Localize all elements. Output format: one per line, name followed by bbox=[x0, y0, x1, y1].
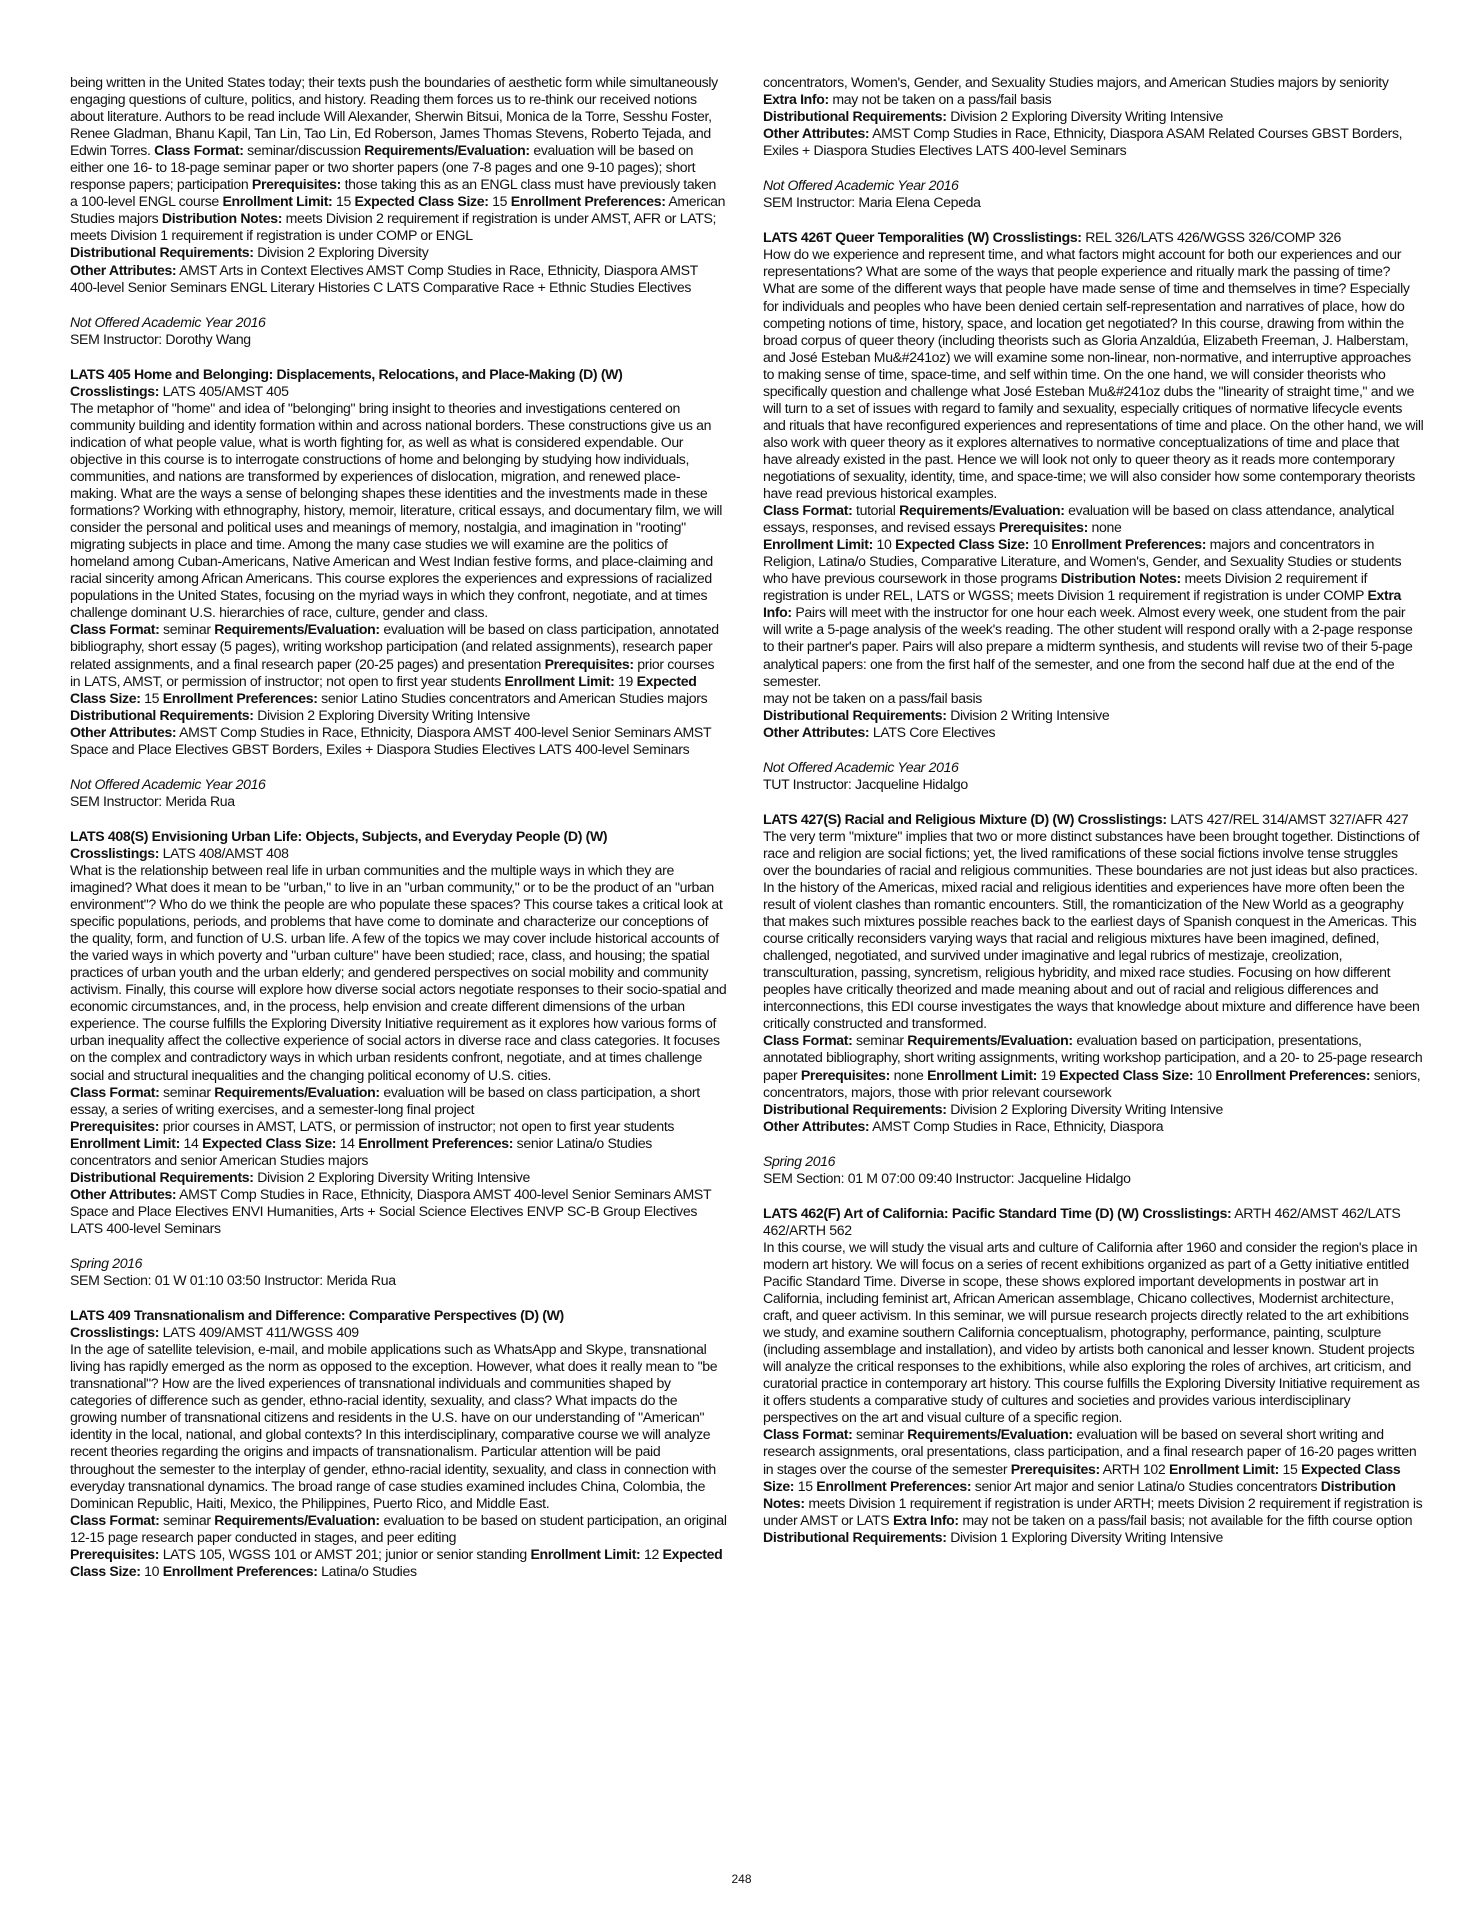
course-entry bbox=[70, 366, 727, 758]
value-prerequisites: those taking this as an ENGL class must have previously taken a 100-level ENGL course bbox=[70, 176, 716, 210]
value-requirements: evaluation will be based on class participation, a short essay, a series of writing exercises, and a semester-long final project bbox=[70, 1083, 700, 1117]
description: being written in the United States today; their texts push the boundaries of aesthetic form while simultaneously engaging questions of culture, politics, and history. Reading them forces us to re-think our received notions about literature. Authors to be read include Will Alexander, Sherwin Bitsui, Monica de la Torre, Sesshu Foster, Renee Gladman, Bhanu Kapil, Tan Lin, Tao Lin, Ed Roberson, James Thomas Stevens, Roberto Tejada, and Edwin Torres. bbox=[70, 74, 718, 159]
label-distributional-requirements: Distributional Requirements: bbox=[763, 706, 947, 723]
course-continuation bbox=[763, 74, 1424, 159]
label-class-format: Class Format: bbox=[763, 1426, 853, 1443]
label-expected-class-size: Expected Class Size: bbox=[202, 1134, 337, 1151]
label-requirements: Requirements/Evaluation: bbox=[214, 1083, 380, 1100]
label-distributional-requirements: Distributional Requirements: bbox=[70, 706, 254, 723]
label-enrollment-preferences: Enrollment Preferences: bbox=[1051, 536, 1207, 553]
label-class-format: Class Format: bbox=[70, 1083, 160, 1100]
course-entry bbox=[70, 828, 727, 1237]
value-crosslistings: REL 326/LATS 426/WGSS 326/COMP 326 bbox=[1085, 229, 1341, 246]
label-enrollment-limit: Enrollment Limit: bbox=[70, 1134, 180, 1151]
value-distributional-requirements: Division 2 Exploring Diversity bbox=[257, 244, 429, 261]
value-other-attributes: AMST Comp Studies in Race, Ethnicity, Diaspora ASAM Related Courses GBST Borders, Exiles + Diaspora Studies Electives LATS 400-level Seminars bbox=[763, 125, 1403, 159]
course-title: LATS 409 Transnationalism and Difference: Comparative Perspectives (D) (W) bbox=[70, 1307, 564, 1324]
offering-status: Not Offered Academic Year 2016 bbox=[70, 313, 266, 330]
value-extra-info: may not be taken on a pass/fail basis bbox=[832, 91, 1052, 108]
label-enrollment-preferences: Enrollment Preferences: bbox=[510, 193, 666, 210]
value-requirements: evaluation based on participation, presentations, annotated bibliography, short writing assignments, writing workshop participation, and a 20- to 25-page research paper bbox=[763, 1032, 1423, 1083]
label-prerequisites: Prerequisites: bbox=[251, 176, 342, 193]
value-expected-class-size: 15 bbox=[797, 1477, 813, 1494]
course-title: LATS 405 Home and Belonging: Displacements, Relocations, and Place-Making (D) (W) bbox=[70, 365, 623, 382]
value-requirements: evaluation will be based on several short writing and research assignments, oral presentations, class participation, and a final research paper of 16-20 pages written in stages over the course of the semester bbox=[763, 1426, 1417, 1477]
label-crosslistings: Crosslistings: bbox=[1077, 810, 1167, 827]
label-expected-class-size: Expected Class Size: bbox=[895, 536, 1030, 553]
label-prerequisites: Prerequisites: bbox=[70, 1117, 160, 1134]
left-column bbox=[70, 74, 727, 1580]
course-entry bbox=[763, 1205, 1424, 1546]
label-other-attributes: Other Attributes: bbox=[70, 1185, 177, 1202]
value-enrollment-preferences: senior Latina/o Studies concentrators and senior American Studies majors bbox=[70, 1134, 653, 1168]
label-enrollment-limit: Enrollment Limit: bbox=[1168, 1460, 1279, 1477]
value-expected-class-size: 10 bbox=[1032, 536, 1048, 553]
section-info: SEM Instructor: Merida Rua bbox=[70, 792, 235, 809]
value-enrollment-limit: 14 bbox=[183, 1134, 199, 1151]
value-prerequisites: prior courses in LATS, AMST, or permission of instructor; not open to first year students bbox=[70, 655, 715, 689]
section-info: SEM Section: 01 W 01:10 03:50 Instructor: Merida Rua bbox=[70, 1272, 396, 1289]
label-prerequisites: Prerequisites: bbox=[70, 1545, 160, 1562]
value-distributional-requirements: Division 2 Writing Intensive bbox=[950, 706, 1110, 723]
value-prerequisites: ARTH 102 bbox=[1102, 1460, 1166, 1477]
label-distributional-requirements: Distributional Requirements: bbox=[763, 108, 947, 125]
offering-status: Not Offered Academic Year 2016 bbox=[763, 758, 959, 775]
course-title: LATS 426T Queer Temporalities (W) bbox=[763, 229, 989, 246]
label-enrollment-limit: Enrollment Limit: bbox=[222, 193, 333, 210]
value-enrollment-preferences: senior Art major and senior Latina/o Studies concentrators bbox=[974, 1477, 1318, 1494]
value-class-format: seminar bbox=[856, 1032, 904, 1049]
value-crosslistings: ARTH 462/AMST 462/LATS 462/ARTH 562 bbox=[763, 1204, 1401, 1238]
description: In the age of satellite television, e-mail, and mobile applications such as WhatsApp and Skype, transnational living has rapidly emerged as the norm as opposed to the exception. However, what does it really mean to "be transnational"? How are the lived experiences of transnational individuals and communities shaped by categories of difference such as gender, ethno-racial identity, sexuality, and class? What impacts do the growing number of transnational citizens and residents in the U.S. have on our understanding of "American" identity in the local, national, and global contexts? In this interdisciplinary, comparative course we will analyze recent theories regarding the origins and impacts of transnationalism. Particular attention will be paid throughout the semester to the interplay of gender, ethno-racial identity, sexuality, and class in connection with everyday transnational dynamics. The broad range of case studies examined includes China, Colombia, the Dominican Republic, Haiti, Mexico, the Philippines, Puerto Rico, and Middle East. bbox=[70, 1341, 718, 1511]
value-requirements: evaluation to be based on student participation, an original 12-15 page research paper conducted in stages, and peer editing bbox=[70, 1511, 727, 1545]
value-distributional-requirements: Division 2 Exploring Diversity Writing Intensive bbox=[257, 1168, 530, 1185]
value-enrollment-preferences: concentrators, Women's, Gender, and Sexuality Studies majors, and American Studies majors by seniority bbox=[763, 74, 1389, 90]
value-expected-class-size: 15 bbox=[492, 193, 508, 210]
value-expected-class-size: 15 bbox=[144, 689, 160, 706]
course-continuation bbox=[70, 74, 727, 296]
label-requirements: Requirements/Evaluation: bbox=[907, 1426, 1073, 1443]
course-entry bbox=[763, 811, 1424, 1135]
value-extra-info: may not be taken on a pass/fail basis; not available for the fifth course option bbox=[962, 1511, 1413, 1528]
label-prerequisites: Prerequisites: bbox=[998, 519, 1088, 536]
value-crosslistings: LATS 409/AMST 411/WGSS 409 bbox=[162, 1324, 359, 1341]
label-expected-class-size: Expected Class Size: bbox=[354, 193, 489, 210]
page-number: 248 bbox=[731, 1872, 752, 1886]
label-distributional-requirements: Distributional Requirements: bbox=[763, 1528, 947, 1545]
value-requirements: evaluation will be based on class attendance, analytical essays, responses, and revised essays bbox=[763, 502, 1395, 536]
label-enrollment-limit: Enrollment Limit: bbox=[763, 536, 873, 553]
description: What is the relationship between real life in urban communities and the multiple ways in which they are imagined? What does it mean to be "urban," to live in an "urban community," or to be the product of an "urban environment"? Who do we think the people are who populate these spaces? This course takes a critical look at specific populations, periods, and problems that have come to dominate and characterize our conceptions of the quality, form, and function of U.S. urban life. A few of the topics we may cover include historical accounts of the varied ways in which poverty and "urban culture" have been studied; race, class, and housing; the spatial practices of urban youth and the urban elderly; and gendered perspectives on social mobility and community activism. Finally, this course will explore how diverse social actors negotiate responses to their socio-spatial and economic circumstances, and, in the process, help envision and create different dimensions of the urban experience. The course fulfills the Exploring Diversity Initiative requirement as it explores how various forms of urban inequality affect the collective experience of social actors in diverse race and class categories. It focuses on the complex and contradictory ways in which urban residents confront, negotiate, and at times challenge social and structural inequalities and the changing political economy of U.S. cities. bbox=[70, 861, 727, 1083]
label-prerequisites: Prerequisites: bbox=[800, 1066, 890, 1083]
value-enrollment-preferences: American Studies majors bbox=[70, 193, 726, 227]
label-crosslistings: Crosslistings: bbox=[1142, 1204, 1232, 1221]
label-requirements: Requirements/Evaluation: bbox=[214, 1511, 380, 1528]
label-other-attributes: Other Attributes: bbox=[70, 723, 177, 740]
label-expected-class-size: Expected Class Size: bbox=[763, 1460, 1401, 1494]
value-distributional-requirements: Division 1 Exploring Diversity Writing Intensive bbox=[950, 1528, 1223, 1545]
label-enrollment-limit: Enrollment Limit: bbox=[504, 672, 615, 689]
label-extra-info: Extra Info: bbox=[763, 587, 1401, 621]
label-requirements: Requirements/Evaluation: bbox=[214, 621, 380, 638]
description: The metaphor of "home" and idea of "belonging" bring insight to theories and investigations centered on community building and identity formation within and across national borders. These constructions give us an indication of what people value, what is worth fighting for, as well as what is considered expendable. Our objective in this course is to interrogate constructions of home and belonging by studying how individuals, communities, and nations are transformed by experiences of dislocation, migration, and renewed place-making. What are the ways a sense of belonging shapes these identities and the investments made in these formations? Working with ethnography, history, memoir, literature, critical essays, and documentary film, we will consider the personal and political uses and meanings of memory, nostalgia, and imagination in "rooting" migrating subjects in place and time. Among the many case studies we will examine are the politics of homeland among Cuban-Americans, Native American and West Indian festive forms, and place-claiming and racial sincerity among African Americans. This course explores the experiences and expressions of racialized populations in the United States, focusing on the myriad ways in which they confront, negotiate, and at times challenge dominant U.S. hierarchies of race, culture, gender and class. bbox=[70, 399, 723, 621]
description: The very term "mixture" implies that two or more distinct substances have been brought together. Distinctions of race and religion are social fictions; yet, the lived ramifications of these social fictions involve tense struggles over the boundaries of racial and religious communities. These boundaries are not just ideas but also practices. In the history of the Americas, mixed racial and religious identities and experiences have more often been the result of violent clashes than romantic encounters. Still, the romanticization of the New World as a geography that makes such mixtures possible reaches back to the earliest days of Spanish conquest in the Americas. This course critically reconsiders varying ways that racial and religious mixtures have been imagined, defined, challenged, negotiated, and survived under imaginative and legal rubrics of mestizaje, creolization, transculturation, passing, syncretism, religious hybridity, and mixed race studies. Focusing on how different peoples have critically theorized and made meaning about and out of racial and religious differences and interconnections, this EDI course investigates the ways that knowledge about mixture and difference have been critically constructed and transformed. bbox=[763, 827, 1420, 1032]
value-enrollment-preferences: majors and concentrators in Religion, Latina/o Studies, Comparative Literature, and Women's, Gender, and Sexuality Studies or students who have previous coursework in those programs bbox=[763, 536, 1402, 587]
value-class-format: tutorial bbox=[856, 502, 896, 519]
label-crosslistings: Crosslistings: bbox=[70, 844, 160, 861]
course-title: LATS 408(S) Envisioning Urban Life: Objects, Subjects, and Everyday People (D) (W) bbox=[70, 827, 608, 844]
section-info: SEM Section: 01 M 07:00 09:40 Instructor: Jacqueline Hidalgo bbox=[763, 1169, 1131, 1186]
label-distribution-notes: Distribution Notes: bbox=[763, 1477, 1396, 1511]
value-distribution-notes: meets Division 2 requirement if registration is under REL, LATS or WGSS; meets Division 1 requirement if registration is under COMP bbox=[763, 570, 1368, 604]
offering-status: Not Offered Academic Year 2016 bbox=[763, 177, 959, 194]
course-entry bbox=[763, 229, 1424, 740]
value-enrollment-limit: 19 bbox=[1040, 1066, 1056, 1083]
label-class-format: Class Format: bbox=[763, 1032, 853, 1049]
label-distributional-requirements: Distributional Requirements: bbox=[70, 244, 254, 261]
label-crosslistings: Crosslistings: bbox=[70, 382, 160, 399]
description: In this course, we will study the visual arts and culture of California after 1960 and consider the region's place in modern art history. We will focus on a series of recent exhibitions organized as part of a Getty initiative entitled Pacific Standard Time. Diverse in scope, these shows explored important developments in postwar art in California, including feminist art, African American assemblage, Chicano collectives, Modernist architecture, craft, and queer activism. In this seminar, we will pursue research projects directly related to the art exhibitions we study, and examine southern California conceptualism, photography, performance, painting, sculpture (including assemblage and installation), and video by artists both canonical and lesser known. Student projects will analyze the critical responses to the exhibitions, while also exploring the roles of archives, art criticism, and curatorial practice in contemporary art history. This course fulfills the Exploring Diversity Initiative requirement as it offers students a comparative study of cultures and societies and provides various interdisciplinary perspectives on the art and visual culture of a specific region. bbox=[763, 1238, 1420, 1426]
pass-fail-note: may not be taken on a pass/fail basis bbox=[763, 689, 982, 706]
label-class-format: Class Format: bbox=[763, 502, 853, 519]
value-prerequisites: none bbox=[893, 1066, 924, 1083]
value-distribution-notes: meets Division 1 requirement if registration is under ARTH; meets Division 2 requirement if registration is under AMST or LATS bbox=[763, 1494, 1423, 1528]
value-other-attributes: AMST Comp Studies in Race, Ethnicity, Diaspora AMST 400-level Senior Seminars AMST Space and Place Electives ENVI Humanities, Arts + Social Science Electives ENVP SC-B Group Electives LATS 400-level Seminars bbox=[70, 1185, 711, 1236]
course-title: LATS 427(S) Racial and Religious Mixture (D) (W) bbox=[763, 810, 1075, 827]
value-enrollment-limit: 10 bbox=[876, 536, 892, 553]
value-other-attributes: AMST Arts in Context Electives AMST Comp Studies in Race, Ethnicity, Diaspora AMST 400-level Senior Seminars ENGL Literary Histories C LATS Comparative Race + Ethnic Studies Electives bbox=[70, 261, 698, 295]
value-class-format: seminar bbox=[163, 1083, 211, 1100]
label-enrollment-preferences: Enrollment Preferences: bbox=[1215, 1066, 1371, 1083]
label-prerequisites: Prerequisites: bbox=[1010, 1460, 1100, 1477]
value-class-format: seminar bbox=[856, 1426, 904, 1443]
value-crosslistings: LATS 405/AMST 405 bbox=[162, 382, 289, 399]
value-enrollment-limit: 12 bbox=[643, 1545, 659, 1562]
value-expected-class-size: 10 bbox=[144, 1562, 160, 1579]
value-prerequisites: none bbox=[1091, 519, 1122, 536]
offering-status: Not Offered Academic Year 2016 bbox=[70, 775, 266, 792]
label-extra-info: Extra Info: bbox=[892, 1511, 959, 1528]
value-enrollment-preferences: seniors, concentrators, majors, those with prior relevant coursework bbox=[763, 1066, 1421, 1100]
value-other-attributes: AMST Comp Studies in Race, Ethnicity, Diaspora AMST 400-level Senior Seminars AMST Space and Place Electives GBST Borders, Exiles + Diaspora Studies Electives LATS 400-level Seminars bbox=[70, 723, 711, 757]
value-other-attributes: AMST Comp Studies in Race, Ethnicity, Diaspora bbox=[872, 1117, 1164, 1134]
value-expected-class-size: 10 bbox=[1196, 1066, 1212, 1083]
value-requirements: evaluation will be based on either one 16- to 18-page seminar paper or two shorter papers (one 7-8 pages and one 9-10 pages); short response papers; participation bbox=[70, 142, 696, 193]
label-other-attributes: Other Attributes: bbox=[70, 261, 177, 278]
section-info: TUT Instructor: Jacqueline Hidalgo bbox=[763, 775, 968, 792]
value-distribution-notes: meets Division 2 requirement if registration is under AMST, AFR or LATS; meets Division 1 requirement if registration is under COMP or ENGL bbox=[70, 210, 717, 244]
value-prerequisites: prior courses in AMST, LATS, or permission of instructor; not open to first year students bbox=[162, 1117, 675, 1134]
label-distribution-notes: Distribution Notes: bbox=[161, 210, 283, 227]
label-enrollment-preferences: Enrollment Preferences: bbox=[162, 689, 318, 706]
label-enrollment-limit: Enrollment Limit: bbox=[927, 1066, 1038, 1083]
value-requirements: evaluation will be based on class participation, annotated bibliography, short essay (5 pages), writing workshop participation (and related assignments), research paper related assignments, and a final research paper (20-25 pages) and presentation bbox=[70, 621, 719, 672]
value-class-format: seminar bbox=[163, 621, 211, 638]
value-class-format: seminar/discussion bbox=[247, 142, 361, 159]
course-title: LATS 462(F) Art of California: Pacific Standard Time (D) (W) bbox=[763, 1204, 1139, 1221]
label-distribution-notes: Distribution Notes: bbox=[1060, 570, 1181, 587]
label-requirements: Requirements/Evaluation: bbox=[907, 1032, 1073, 1049]
label-enrollment-preferences: Enrollment Preferences: bbox=[358, 1134, 514, 1151]
value-enrollment-limit: 19 bbox=[618, 672, 634, 689]
value-crosslistings: LATS 408/AMST 408 bbox=[162, 844, 289, 861]
value-distributional-requirements: Division 2 Exploring Diversity Writing Intensive bbox=[950, 1100, 1223, 1117]
label-crosslistings: Crosslistings: bbox=[70, 1324, 160, 1341]
label-distributional-requirements: Distributional Requirements: bbox=[763, 1100, 947, 1117]
term: Spring 2016 bbox=[70, 1255, 143, 1271]
label-other-attributes: Other Attributes: bbox=[763, 1117, 870, 1134]
label-expected-class-size: Expected Class Size: bbox=[70, 672, 697, 706]
value-distributional-requirements: Division 2 Exploring Diversity Writing Intensive bbox=[257, 706, 530, 723]
label-enrollment-limit: Enrollment Limit: bbox=[530, 1545, 641, 1562]
value-enrollment-limit: 15 bbox=[1282, 1460, 1298, 1477]
value-prerequisites: LATS 105, WGSS 101 or AMST 201; junior or senior standing bbox=[162, 1545, 527, 1562]
label-enrollment-preferences: Enrollment Preferences: bbox=[162, 1562, 318, 1579]
section-info: SEM Instructor: Maria Elena Cepeda bbox=[763, 194, 981, 211]
section-info: SEM Instructor: Dorothy Wang bbox=[70, 330, 251, 347]
label-other-attributes: Other Attributes: bbox=[763, 125, 870, 142]
value-extra-info: Pairs will meet with the instructor for one hour each week. Almost every week, one student from the pair will write a 5-page analysis of the week's reading. The other student will respond orally with a 2-page response to their partner's paper. Pairs will also prepare a midterm synthesis, and students will revise two of their 5-page analytical papers: one from the first half of the semester, and one from the second half due at the end of the semester. bbox=[763, 604, 1413, 689]
label-distributional-requirements: Distributional Requirements: bbox=[70, 1168, 254, 1185]
value-enrollment-preferences: senior Latino Studies concentrators and American Studies majors bbox=[321, 689, 708, 706]
value-other-attributes: LATS Core Electives bbox=[872, 723, 996, 740]
label-class-format: Class Format: bbox=[70, 621, 160, 638]
right-column bbox=[763, 74, 1424, 1546]
description: How do we experience and represent time, and what factors might account for both our experiences and our representations? What are some of the ways that people experience and ritually mark the passing of time? What are some of the different ways that people have made sense of time and themselves in time? Especially for individuals and peoples who have been denied certain self-representation and narratives of place, how do competing notions of time, history, space, and location get negotiated? In this course, drawing from within the broad corpus of queer theory (including theorists such as Gloria Anzaldúa, Elizabeth Freeman, J. Halberstam, and José Esteban Mu&#241oz) we will examine some non-linear, non-normative, and interruptive approaches to making sense of time, space-time, and self within time. On the one hand, we will consider theorists who specifically question and challenge what José Esteban Mu&#241oz dubs the "linearity of straight time," and we will turn to a set of issues with regard to family and sexuality, especially critiques of normative lifecycle events and rituals that have reconfigured experiences and representations of time and place. On the other hand, we will also work with queer theory as it explores alternatives to normative conceptualizations of time and place that have already existed in the past. Hence we will look not only to queer theory as it reads more contemporary negotiations of sexuality, identity, time, and space-time; we will also consider how some contemporary theorists have read previous historical examples. bbox=[763, 246, 1424, 502]
label-class-format: Class Format: bbox=[70, 1511, 160, 1528]
course-entry bbox=[70, 1307, 727, 1580]
label-requirements: Requirements/Evaluation: bbox=[899, 502, 1065, 519]
value-crosslistings: LATS 427/REL 314/AMST 327/AFR 427 bbox=[1170, 810, 1409, 827]
label-requirements: Requirements/Evaluation: bbox=[364, 142, 530, 159]
value-enrollment-preferences: Latina/o Studies bbox=[321, 1562, 417, 1579]
label-crosslistings: Crosslistings: bbox=[992, 229, 1082, 246]
label-prerequisites: Prerequisites: bbox=[544, 655, 634, 672]
label-extra-info: Extra Info: bbox=[763, 91, 829, 108]
label-expected-class-size: Expected Class Size: bbox=[1059, 1066, 1194, 1083]
value-class-format: seminar bbox=[163, 1511, 211, 1528]
label-enrollment-preferences: Enrollment Preferences: bbox=[816, 1477, 972, 1494]
label-class-format: Class Format: bbox=[154, 142, 244, 159]
label-other-attributes: Other Attributes: bbox=[763, 723, 870, 740]
label-expected-class-size: Expected Class Size: bbox=[70, 1545, 723, 1579]
value-distributional-requirements: Division 2 Exploring Diversity Writing Intensive bbox=[950, 108, 1223, 125]
value-expected-class-size: 14 bbox=[339, 1134, 355, 1151]
value-enrollment-limit: 15 bbox=[335, 193, 351, 210]
term: Spring 2016 bbox=[763, 1152, 836, 1169]
